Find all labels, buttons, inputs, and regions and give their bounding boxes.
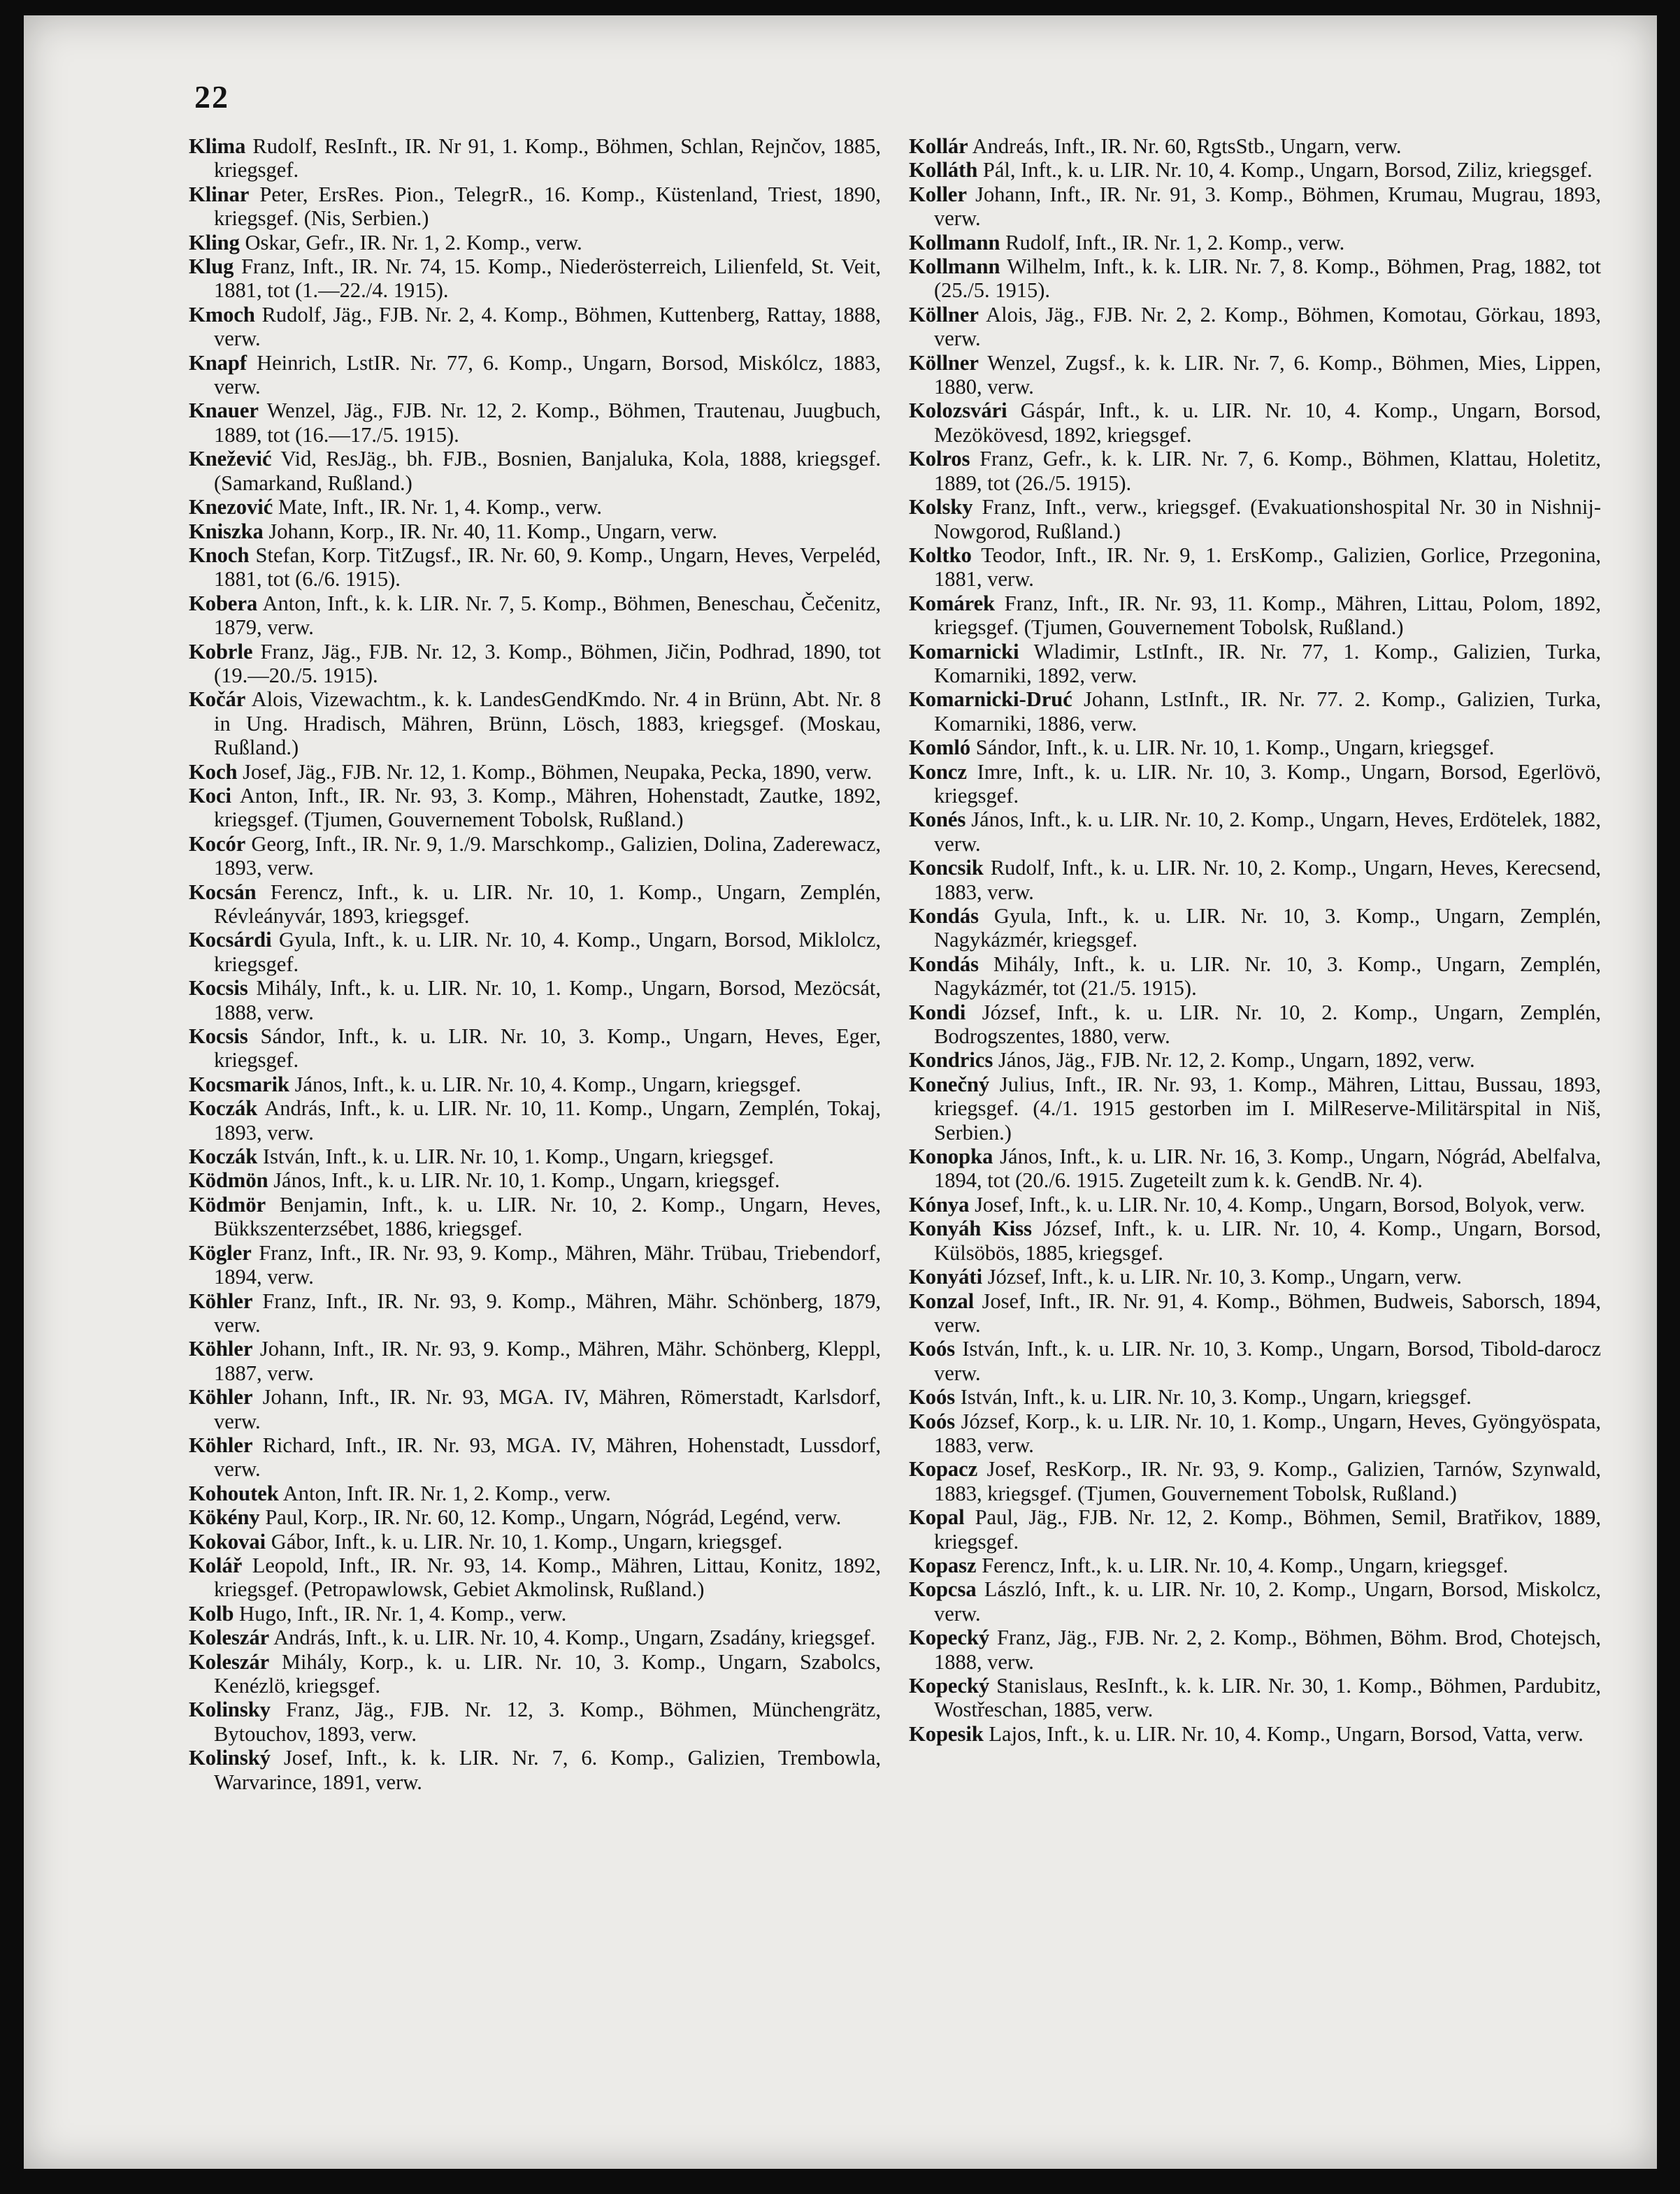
register-entry — [189, 254, 881, 303]
entry-surname: Kniszka — [189, 519, 264, 543]
entry-surname: Koós — [909, 1385, 956, 1410]
register-entry — [909, 1505, 1601, 1554]
entry-surname: Koller — [909, 182, 967, 206]
register-entry — [189, 928, 881, 976]
entry-surname: Konyáh Kiss — [909, 1217, 1032, 1241]
register-entry — [189, 303, 881, 351]
entry-surname: Kmoch — [189, 302, 255, 327]
register-entry — [909, 1048, 1601, 1072]
entry-surname: Koncsik — [909, 856, 984, 880]
register-entry — [189, 1241, 881, 1289]
register-entry — [909, 1193, 1601, 1217]
entry-surname: Kondás — [909, 904, 979, 928]
register-entry — [189, 1650, 881, 1698]
register-entry — [189, 1168, 881, 1192]
entry-details: Gyula, Inft., k. u. LIR. Nr. 10, 4. Komp., Ungarn, Borsod, Miklolcz, kriegsgef. — [214, 928, 881, 976]
register-entry — [189, 760, 881, 784]
entry-surname: Koczák — [189, 1145, 258, 1169]
entry-surname: Kočár — [189, 687, 246, 712]
register-entry — [909, 736, 1601, 759]
register-entry — [189, 1145, 881, 1168]
register-entry — [909, 1722, 1601, 1746]
register-entry — [909, 1554, 1601, 1577]
entry-details: István, Inft., k. u. LIR. Nr. 10, 3. Komp., Ungarn, Borsod, Tibold-darocz verw. — [934, 1337, 1601, 1385]
entry-details: Josef, Inft., IR. Nr. 91, 4. Komp., Böhmen, Budweis, Saborsch, 1894, verw. — [934, 1289, 1601, 1337]
register-entry — [189, 1698, 881, 1746]
entry-surname: Klug — [189, 254, 234, 279]
entry-details: Franz, Inft., IR. Nr. 93, 9. Komp., Mähren, Mähr. Trübau, Triebendorf, 1894, verw. — [214, 1240, 881, 1289]
entry-details: Mihály, Korp., k. u. LIR. Nr. 10, 3. Komp., Ungarn, Szabolcs, Kenézlö, kriegsgef. — [214, 1649, 881, 1698]
page-number: 22 — [194, 79, 229, 115]
entry-details: János, Inft., k. u. LIR. Nr. 16, 3. Komp., Ungarn, Nógrád, Abelfalva, 1894, tot (20./6. 1915. Zugeteilt zum k. k. GendB. Nr. 4). — [934, 1145, 1601, 1193]
entry-details: Pál, Inft., k. u. LIR. Nr. 10, 4. Komp., Ungarn, Borsod, Ziliz, kriegsgef. — [977, 158, 1593, 182]
entry-surname: Konyáti — [909, 1265, 983, 1289]
entry-surname: Kónya — [909, 1192, 970, 1217]
register-entry — [189, 1482, 881, 1505]
entry-details: Josef, Jäg., FJB. Nr. 12, 1. Komp., Böhmen, Neupaka, Pecka, 1890, verw. — [237, 759, 873, 784]
register-entry — [909, 495, 1601, 543]
entry-details: Julius, Inft., IR. Nr. 93, 1. Komp., Mähren, Littau, Bussau, 1893, kriegsgef. (4./1. 1915 gestorben im I. MilReserve-Militärspital in Niš, Serbien.) — [934, 1072, 1601, 1145]
entry-details: Franz, Jäg., FJB. Nr. 12, 3. Komp., Böhmen, Münchengrätz, Bytouchov, 1893, verw. — [214, 1698, 881, 1746]
entry-details: Paul, Jäg., FJB. Nr. 12, 2. Komp., Böhmen, Semil, Bratřikov, 1889, kriegsgef. — [934, 1505, 1601, 1554]
entry-surname: Kollmann — [909, 254, 1000, 279]
entry-details: Rudolf, Inft., k. u. LIR. Nr. 10, 2. Komp., Ungarn, Heves, Kerecsend, 1883, verw. — [934, 856, 1601, 904]
register-entry — [189, 1337, 881, 1385]
entry-details: Stefan, Korp. TitZugsf., IR. Nr. 60, 9. Komp., Ungarn, Heves, Verpeléd, 1881, tot (6./6. 1915). — [214, 543, 881, 591]
register-entry — [909, 640, 1601, 688]
register-entry — [909, 1145, 1601, 1193]
entry-surname: Kopacz — [909, 1457, 978, 1482]
entry-details: Hugo, Inft., IR. Nr. 1, 4. Komp., verw. — [234, 1601, 567, 1626]
register-entry — [189, 519, 881, 543]
entry-surname: Knežević — [189, 447, 272, 471]
register-entry — [909, 1217, 1601, 1265]
register-entry — [909, 1457, 1601, 1505]
entry-details: Franz, Inft., IR. Nr. 93, 11. Komp., Mähren, Littau, Polom, 1892, kriegsgef. (Tjumen, Gouvernement Tobolsk, Rußland.) — [934, 591, 1601, 640]
entry-surname: Koczák — [189, 1096, 258, 1121]
entry-details: Mihály, Inft., k. u. LIR. Nr. 10, 1. Komp., Ungarn, Borsod, Mezöcsát, 1888, verw. — [214, 976, 881, 1024]
register-entry — [189, 1602, 881, 1626]
register-entry — [189, 880, 881, 928]
entry-details: Johann, Korp., IR. Nr. 40, 11. Komp., Ungarn, verw. — [263, 519, 717, 543]
entry-details: József, Inft., k. u. LIR. Nr. 10, 4. Komp., Ungarn, Borsod, Külsöbös, 1885, kriegsgef. — [934, 1217, 1601, 1265]
entry-surname: Kopecký — [909, 1674, 990, 1698]
entry-surname: Kohoutek — [189, 1481, 279, 1505]
entry-details: Franz, Jäg., FJB. Nr. 12, 3. Komp., Böhmen, Jičin, Podhrad, 1890, tot (19.—20./5. 1915). — [214, 639, 881, 687]
entry-details: Franz, Inft., IR. Nr. 93, 9. Komp., Mähren, Mähr. Schönberg, 1879, verw. — [214, 1289, 881, 1337]
entry-details: István, Inft., k. u. LIR. Nr. 10, 3. Komp., Ungarn, kriegsgef. — [955, 1385, 1472, 1410]
entry-details: Andreás, Inft., IR. Nr. 60, RgtsStb., Ungarn, verw. — [968, 134, 1402, 158]
entry-surname: Köhler — [189, 1289, 253, 1313]
entry-surname: Köllner — [909, 350, 979, 375]
entry-surname: Kolář — [189, 1553, 243, 1577]
entry-details: Ferencz, Inft., k. u. LIR. Nr. 10, 1. Komp., Ungarn, Zemplén, Révleányvár, 1893, kriegsgef. — [214, 880, 881, 928]
register-entry — [909, 1626, 1601, 1674]
entry-surname: Kolsky — [909, 495, 973, 519]
register-entry — [909, 1674, 1601, 1722]
entry-details: Wenzel, Jäg., FJB. Nr. 12, 2. Komp., Böhmen, Trautenau, Juugbuch, 1889, tot (16.—17./5. 1915). — [214, 399, 881, 447]
register-entry — [909, 231, 1601, 254]
entry-details: Oskar, Gefr., IR. Nr. 1, 2. Komp., verw. — [239, 230, 582, 254]
entry-details: Wenzel, Zugsf., k. k. LIR. Nr. 7, 6. Komp., Böhmen, Mies, Lippen, 1880, verw. — [934, 350, 1601, 399]
register-entry — [189, 976, 881, 1024]
entry-details: József, Korp., k. u. LIR. Nr. 10, 1. Komp., Ungarn, Heves, Gyöngyöspata, 1883, verw. — [934, 1409, 1601, 1457]
entry-surname: Konzal — [909, 1289, 975, 1313]
entry-details: Josef, Inft., k. k. LIR. Nr. 7, 6. Komp., Galizien, Trembowla, Warvarince, 1891, verw. — [214, 1746, 881, 1794]
entry-details: Johann, Inft., IR. Nr. 93, MGA. IV, Mähren, Römerstadt, Karlsdorf, verw. — [214, 1385, 881, 1433]
entry-details: János, Jäg., FJB. Nr. 12, 2. Komp., Ungarn, 1892, verw. — [993, 1048, 1475, 1073]
entry-details: Anton, Inft. IR. Nr. 1, 2. Komp., verw. — [278, 1481, 611, 1505]
entry-surname: Kondrics — [909, 1048, 993, 1073]
entry-surname: Kocsmarik — [189, 1072, 290, 1096]
entry-surname: Koltko — [909, 543, 972, 567]
entry-details: János, Inft., k. u. LIR. Nr. 10, 1. Komp., Ungarn, kriegsgef. — [268, 1168, 780, 1193]
entry-surname: Kolinský — [189, 1746, 271, 1770]
register-entry — [909, 543, 1601, 591]
entry-details: Anton, Inft., IR. Nr. 93, 3. Komp., Mähren, Hohenstadt, Zautke, 1892, kriegsgef. (Tjumen, Gouvernement Tobolsk, Rußland.) — [214, 783, 881, 832]
entry-surname: Komló — [909, 736, 971, 760]
entry-surname: Konopka — [909, 1145, 993, 1169]
register-entry — [189, 832, 881, 880]
entry-details: Franz, Gefr., k. k. LIR. Nr. 7, 6. Komp., Böhmen, Klattau, Holetitz, 1889, tot (26./5. 1915). — [934, 447, 1601, 495]
entry-surname: Kolb — [189, 1601, 234, 1626]
entry-surname: Köhler — [189, 1433, 253, 1457]
entry-details: Wilhelm, Inft., k. k. LIR. Nr. 7, 8. Komp., Böhmen, Prag, 1882, tot (25./5. 1915). — [934, 254, 1601, 303]
register-entry — [909, 856, 1601, 904]
register-entry — [189, 1073, 881, 1096]
entry-surname: Köhler — [189, 1385, 253, 1410]
register-entry — [909, 182, 1601, 231]
entry-details: Gáspár, Inft., k. u. LIR. Nr. 10, 4. Komp., Ungarn, Borsod, Mezökövesd, 1892, kriegsgef. — [934, 399, 1601, 447]
entry-surname: Kopecký — [909, 1626, 990, 1650]
entry-details: Franz, Jäg., FJB. Nr. 2, 2. Komp., Böhmen, Böhm. Brod, Chotejsch, 1888, verw. — [934, 1626, 1601, 1674]
entry-surname: Kobrle — [189, 639, 253, 664]
entry-details: Stanislaus, ResInft., k. k. LIR. Nr. 30, 1. Komp., Böhmen, Pardubitz, Wostřeschan, 1885, verw. — [934, 1674, 1601, 1722]
entry-details: Paul, Korp., IR. Nr. 60, 12. Komp., Ungarn, Nógrád, Legénd, verw. — [259, 1505, 842, 1530]
register-entry — [189, 640, 881, 688]
register-entry — [189, 543, 881, 591]
entry-details: László, Inft., k. u. LIR. Nr. 10, 2. Komp., Ungarn, Borsod, Miskolcz, verw. — [934, 1577, 1601, 1626]
register-entry — [189, 1626, 881, 1649]
entry-details: Johann, LstInft., IR. Nr. 77. 2. Komp., Galizien, Turka, Komarniki, 1886, verw. — [934, 687, 1601, 736]
register-entry — [909, 760, 1601, 808]
entry-surname: Knapf — [189, 350, 247, 375]
entry-surname: Koncz — [909, 759, 968, 784]
entry-surname: Knezović — [189, 495, 273, 519]
entry-details: Franz, Inft., verw., kriegsgef. (Evakuationshospital Nr. 30 in Nishnij-Nowgorod, Rußland.) — [934, 495, 1601, 543]
register-entry — [189, 1505, 881, 1529]
register-entry — [189, 351, 881, 399]
entry-details: Alois, Jäg., FJB. Nr. 2, 2. Komp., Böhmen, Komotau, Görkau, 1893, verw. — [934, 302, 1601, 351]
entry-surname: Kondi — [909, 1000, 966, 1024]
entry-details: Vid, ResJäg., bh. FJB., Bosnien, Banjaluka, Kola, 1888, kriegsgef. (Samarkand, Rußland.) — [214, 447, 881, 495]
entry-details: Gábor, Inft., k. u. LIR. Nr. 10, 1. Komp., Ungarn, kriegsgef. — [266, 1529, 783, 1554]
entry-details: Johann, Inft., IR. Nr. 91, 3. Komp., Böhmen, Krumau, Mugrau, 1893, verw. — [934, 182, 1601, 231]
register-entry — [909, 399, 1601, 447]
entry-details: Heinrich, LstIR. Nr. 77, 6. Komp., Ungarn, Borsod, Miskólcz, 1883, verw. — [214, 350, 881, 399]
entry-surname: Klima — [189, 134, 246, 158]
entry-details: Georg, Inft., IR. Nr. 9, 1./9. Marschkomp., Galizien, Dolina, Zaderewacz, 1893, verw. — [214, 831, 881, 880]
entry-surname: Koleszár — [189, 1626, 270, 1650]
entry-details: István, Inft., k. u. LIR. Nr. 10, 1. Komp., Ungarn, kriegsgef. — [257, 1145, 774, 1169]
register-entry — [189, 447, 881, 495]
entry-details: Ferencz, Inft., k. u. LIR. Nr. 10, 4. Komp., Ungarn, kriegsgef. — [976, 1553, 1509, 1577]
entry-surname: Knauer — [189, 399, 259, 423]
entry-surname: Ködmön — [189, 1168, 268, 1193]
register-entry — [189, 784, 881, 832]
entry-details: Anton, Inft., k. k. LIR. Nr. 7, 5. Komp., Böhmen, Beneschau, Čečenitz, 1879, verw. — [214, 591, 881, 640]
register-entry — [909, 351, 1601, 399]
entry-details: Josef, Inft., k. u. LIR. Nr. 10, 4. Komp., Ungarn, Borsod, Bolyok, verw. — [969, 1192, 1586, 1217]
entry-details: Benjamin, Inft., k. u. LIR. Nr. 10, 2. Komp., Ungarn, Heves, Bükkszenterzsébet, 1886, kriegsgef. — [214, 1192, 881, 1241]
entry-surname: Kocsán — [189, 880, 257, 904]
register-entry — [909, 158, 1601, 182]
entry-surname: Kollmann — [909, 230, 1000, 254]
register-entry — [909, 591, 1601, 640]
entry-surname: Koós — [909, 1409, 956, 1433]
register-entry — [189, 182, 881, 231]
register-entry — [189, 1554, 881, 1602]
entry-surname: Kolros — [909, 447, 970, 471]
entry-surname: Kopal — [909, 1505, 965, 1530]
register-entry — [189, 1530, 881, 1554]
entry-details: Peter, ErsRes. Pion., TelegrR., 16. Komp., Küstenland, Triest, 1890, kriegsgef. (Nis, Serbien.) — [214, 182, 881, 231]
entry-surname: Koleszár — [189, 1649, 270, 1674]
entry-surname: Koci — [189, 783, 231, 808]
register-entry — [909, 134, 1601, 158]
entry-surname: Kopasz — [909, 1553, 977, 1577]
entry-surname: Komarnicki — [909, 639, 1019, 664]
register-entry — [909, 1410, 1601, 1458]
entry-surname: Köllner — [909, 302, 979, 327]
register-entry — [189, 1433, 881, 1482]
entry-details: József, Inft., k. u. LIR. Nr. 10, 3. Komp., Ungarn, verw. — [982, 1265, 1462, 1289]
register-entry — [189, 1746, 881, 1794]
entry-surname: Kollár — [909, 134, 968, 158]
entry-details: Franz, Inft., IR. Nr. 74, 15. Komp., Niederösterreich, Lilienfeld, St. Veit, 1881, tot (1.—22./4. 1915). — [214, 254, 881, 303]
entry-details: Mate, Inft., IR. Nr. 1, 4. Komp., verw. — [273, 495, 602, 519]
entry-surname: Kokovai — [189, 1529, 266, 1554]
entry-surname: Komárek — [909, 591, 996, 615]
entry-surname: Kondás — [909, 952, 979, 976]
register-entry — [189, 591, 881, 640]
entry-surname: Knoch — [189, 543, 250, 567]
entry-surname: Konés — [909, 808, 966, 832]
entry-surname: Koch — [189, 759, 238, 784]
entry-surname: Kopcsa — [909, 1577, 977, 1602]
register-entry — [909, 1289, 1601, 1338]
entry-surname: Konečný — [909, 1072, 990, 1096]
register-entry — [909, 1001, 1601, 1049]
register-entry — [909, 254, 1601, 303]
entry-details: Rudolf, Inft., IR. Nr. 1, 2. Komp., verw. — [1000, 230, 1345, 254]
register-entry — [189, 1385, 881, 1433]
entry-surname: Kopesik — [909, 1721, 984, 1746]
right-column — [909, 134, 1601, 1746]
register-entry — [189, 495, 881, 519]
register-entry — [909, 447, 1601, 495]
entry-details: Imre, Inft., k. u. LIR. Nr. 10, 3. Komp., Ungarn, Borsod, Egerlövö, kriegsgef. — [934, 759, 1601, 808]
register-entry — [189, 231, 881, 254]
entry-details: Wladimir, LstInft., IR. Nr. 77, 1. Komp., Galizien, Turka, Komarniki, 1892, verw. — [934, 639, 1601, 687]
register-entry — [189, 687, 881, 759]
entry-details: András, Inft., k. u. LIR. Nr. 10, 4. Komp., Ungarn, Zsadány, kriegsgef. — [269, 1626, 876, 1650]
entry-details: Rudolf, ResInft., IR. Nr 91, 1. Komp., Böhmen, Schlan, Rejnčov, 1885, kriegsgef. — [214, 134, 881, 182]
register-entry — [909, 808, 1601, 856]
register-entry — [909, 1265, 1601, 1289]
entry-details: József, Inft., k. u. LIR. Nr. 10, 2. Komp., Ungarn, Zemplén, Bodrogszentes, 1880, verw. — [934, 1000, 1601, 1049]
entry-surname: Kocsis — [189, 1024, 248, 1049]
register-entry — [189, 1024, 881, 1073]
entry-details: András, Inft., k. u. LIR. Nr. 10, 11. Komp., Ungarn, Zemplén, Tokaj, 1893, verw. — [214, 1096, 881, 1145]
entry-details: Gyula, Inft., k. u. LIR. Nr. 10, 3. Komp., Ungarn, Zemplén, Nagykázmér, kriegsgef. — [934, 904, 1601, 952]
entry-surname: Kolláth — [909, 158, 978, 182]
entry-details: Richard, Inft., IR. Nr. 93, MGA. IV, Mähren, Hohenstadt, Lussdorf, verw. — [214, 1433, 881, 1482]
entry-details: Teodor, Inft., IR. Nr. 9, 1. ErsKomp., Galizien, Gorlice, Przegonina, 1881, verw. — [934, 543, 1601, 591]
register-entry — [909, 1385, 1601, 1409]
register-entry — [909, 303, 1601, 351]
entry-details: Rudolf, Jäg., FJB. Nr. 2, 4. Komp., Böhmen, Kuttenberg, Rattay, 1888, verw. — [214, 302, 881, 351]
document-page — [24, 15, 1657, 2169]
register-entry — [189, 1289, 881, 1338]
register-entry — [909, 687, 1601, 736]
entry-surname: Kocsis — [189, 976, 248, 1001]
entry-details: Sándor, Inft., k. u. LIR. Nr. 10, 1. Komp., Ungarn, kriegsgef. — [970, 736, 1495, 760]
entry-surname: Kobera — [189, 591, 258, 615]
entry-details: János, Inft., k. u. LIR. Nr. 10, 4. Komp., Ungarn, kriegsgef. — [289, 1072, 801, 1096]
entry-details: Mihály, Inft., k. u. LIR. Nr. 10, 3. Komp., Ungarn, Zemplén, Nagykázmér, tot (21./5. 1915). — [934, 952, 1601, 1001]
entry-surname: Kökény — [189, 1505, 260, 1530]
entry-surname: Koós — [909, 1337, 956, 1361]
left-column — [189, 134, 881, 1794]
entry-details: Johann, Inft., IR. Nr. 93, 9. Komp., Mähren, Mähr. Schönberg, Kleppl, 1887, verw. — [214, 1337, 881, 1385]
register-entry — [909, 952, 1601, 1001]
entry-details: Alois, Vizewachtm., k. k. LandesGendKmdo. Nr. 4 in Brünn, Abt. Nr. 8 in Ung. Hradisch, Mähren, Brünn, Lösch, 1883, kriegsgef. (Moskau, Rußland.) — [214, 687, 881, 760]
register-entry — [909, 904, 1601, 952]
register-entry — [909, 1577, 1601, 1626]
entry-surname: Klinar — [189, 182, 250, 206]
entry-surname: Ködmör — [189, 1192, 266, 1217]
register-entry — [909, 1337, 1601, 1385]
register-entry — [189, 134, 881, 182]
entry-details: Lajos, Inft., k. u. LIR. Nr. 10, 4. Komp., Ungarn, Borsod, Vatta, verw. — [983, 1721, 1584, 1746]
entry-surname: Kling — [189, 230, 240, 254]
register-entry — [909, 1073, 1601, 1145]
entry-details: Sándor, Inft., k. u. LIR. Nr. 10, 3. Komp., Ungarn, Heves, Eger, kriegsgef. — [214, 1024, 881, 1073]
entry-surname: Kocór — [189, 831, 246, 856]
entry-surname: Kögler — [189, 1240, 252, 1265]
entry-details: János, Inft., k. u. LIR. Nr. 10, 2. Komp., Ungarn, Heves, Erdötelek, 1882, verw. — [934, 808, 1601, 856]
entry-details: Josef, ResKorp., IR. Nr. 93, 9. Komp., Galizien, Tarnów, Szynwald, 1883, kriegsgef. (Tjumen, Gouvernement Tobolsk, Rußland.) — [934, 1457, 1601, 1505]
register-entry — [189, 1096, 881, 1145]
entry-surname: Kolozsvári — [909, 399, 1007, 423]
register-entry — [189, 399, 881, 447]
entry-surname: Komarnicki-Druć — [909, 687, 1072, 712]
register-entry — [189, 1193, 881, 1241]
entry-surname: Köhler — [189, 1337, 253, 1361]
entry-surname: Kolinsky — [189, 1698, 271, 1722]
entry-details: Leopold, Inft., IR. Nr. 93, 14. Komp., Mähren, Littau, Konitz, 1892, kriegsgef. (Petropawlowsk, Gebiet Akmolinsk, Rußland.) — [214, 1553, 881, 1602]
entry-surname: Kocsárdi — [189, 928, 272, 952]
